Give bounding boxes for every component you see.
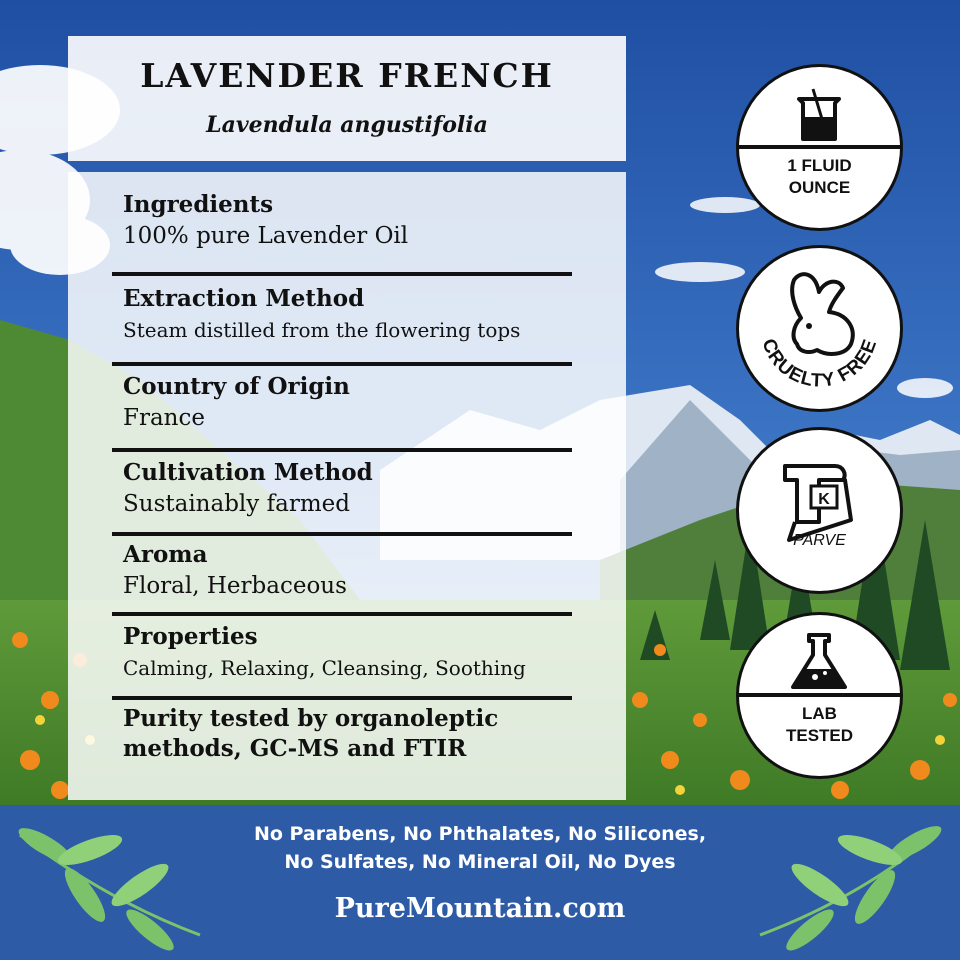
- badge-label: LAB: [802, 704, 837, 723]
- info-value: 100% pure Lavender Oil: [123, 223, 409, 249]
- divider: [112, 696, 572, 700]
- info-section-properties: [123, 622, 603, 684]
- bottom-banner: [0, 805, 960, 960]
- divider: [112, 448, 572, 452]
- free-from-line: No Sulfates, No Mineral Oil, No Dyes: [284, 851, 676, 873]
- fluid-ounce-badge: [736, 64, 903, 231]
- info-section-ingredients: [123, 190, 603, 252]
- badge-label: TESTED: [785, 726, 854, 745]
- title-box: [68, 36, 626, 161]
- info-value: Steam distilled from the flowering tops: [123, 318, 521, 342]
- beaker-icon: [739, 67, 900, 228]
- rabbit-icon: [739, 248, 900, 409]
- svg-text:K: K: [818, 491, 830, 508]
- info-heading: Cultivation Method: [123, 459, 373, 486]
- kosher-parve-badge: [736, 427, 903, 594]
- info-value: Floral, Herbaceous: [123, 573, 347, 599]
- info-section-cultivation-method: [123, 458, 603, 520]
- cruelty-free-badge: [736, 245, 903, 412]
- purity-line: Purity tested by organoleptic: [123, 705, 499, 732]
- info-value: France: [123, 405, 205, 431]
- free-from-line: No Parabens, No Phthalates, No Silicones,: [253, 823, 707, 845]
- lab-tested-badge: [736, 612, 903, 779]
- product-info-panel: [68, 172, 626, 800]
- kosher-k-icon: [739, 430, 900, 591]
- info-value: Sustainably farmed: [123, 491, 350, 517]
- divider: [112, 612, 572, 616]
- purity-line: methods, GC-MS and FTIR: [123, 735, 467, 762]
- info-value: Calming, Relaxing, Cleansing, Soothing: [123, 656, 526, 680]
- purity-statement: [123, 704, 603, 764]
- badge-label: 1 FLUID: [787, 156, 852, 175]
- info-section-aroma: [123, 540, 603, 602]
- badge-label: PARVE: [793, 532, 846, 549]
- info-heading: Properties: [123, 623, 258, 650]
- info-heading: Extraction Method: [123, 285, 365, 312]
- product-title: LAVENDER FRENCH: [140, 56, 554, 95]
- website-link[interactable]: PureMountain.com: [334, 893, 626, 924]
- divider: [112, 532, 572, 536]
- divider: [112, 272, 572, 276]
- info-heading: Ingredients: [123, 191, 274, 218]
- flask-icon: [739, 615, 900, 776]
- info-heading: Country of Origin: [123, 373, 350, 400]
- badge-curved-label: CRUELTY FREE: [757, 336, 882, 392]
- divider: [112, 362, 572, 366]
- info-section-extraction-method: [123, 284, 603, 346]
- info-heading: Aroma: [123, 541, 208, 568]
- botanical-name: Lavendula angustifolia: [206, 112, 488, 138]
- info-section-country-of-origin: [123, 372, 603, 434]
- badge-label: OUNCE: [788, 178, 851, 197]
